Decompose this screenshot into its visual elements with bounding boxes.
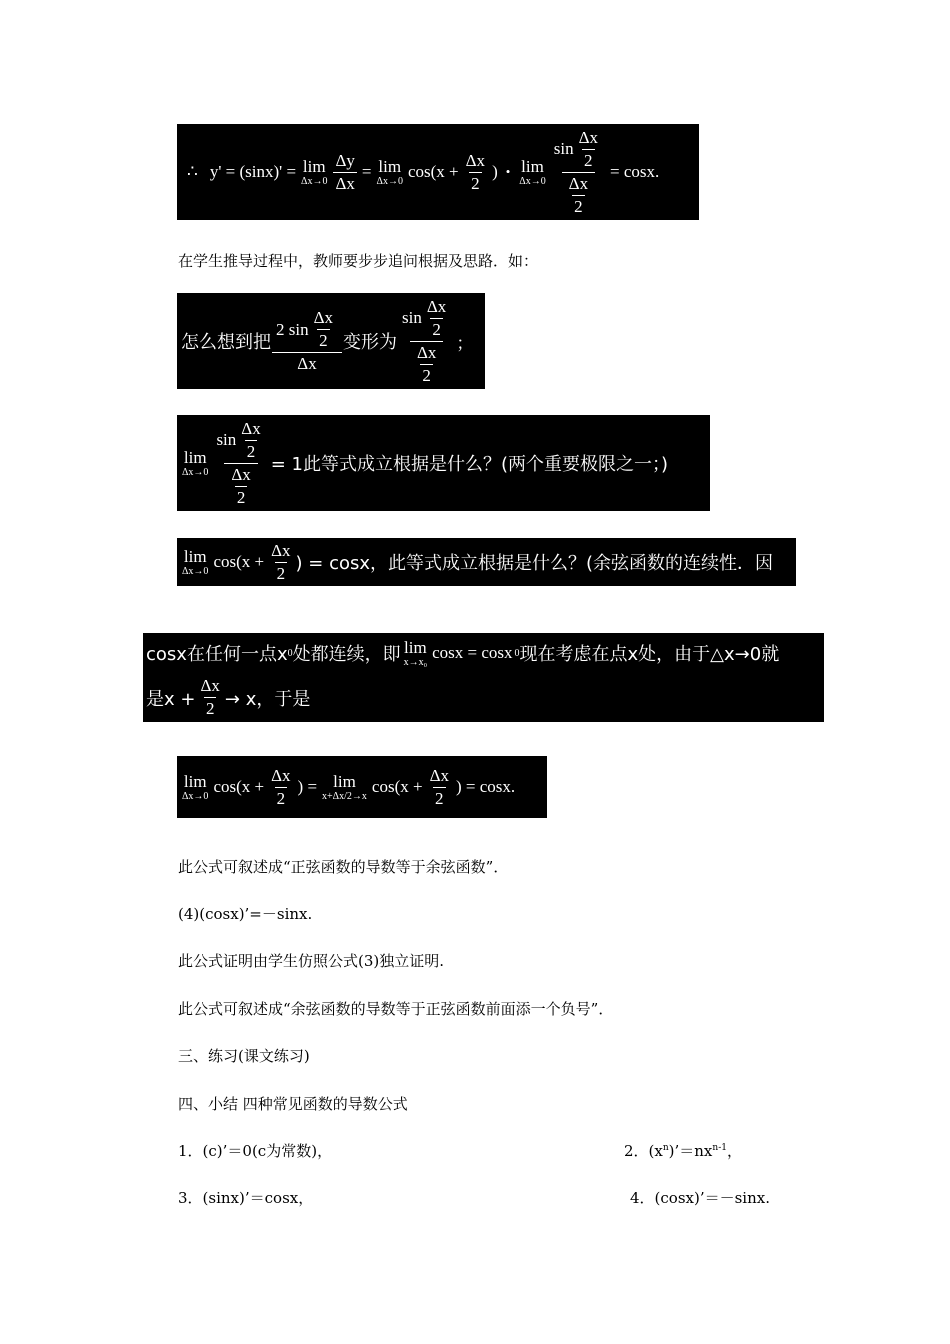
formula-important-limit [177, 415, 710, 511]
section-summary: 四、小结 四种常见函数的导数公式 [178, 1095, 408, 1113]
continuity-text-b: 处都连续，即 [292, 644, 401, 665]
continuity-text-a: cosx在任何一点x [146, 644, 288, 665]
subscript-zero: 0 [514, 647, 520, 659]
question-text: ) = cosx，此等式成立根据是什么？(余弦函数的连续性．因 [295, 553, 774, 574]
formula-continuity-explanation [143, 633, 824, 722]
limit-operator: lim x→x₀ [403, 637, 428, 668]
question-mid: 变形为 [343, 332, 398, 353]
paragraph-sin-statement: 此公式可叙述成“正弦函数的导数等于余弦函数”． [178, 858, 509, 876]
continuity-text-d: 现在考虑在点x处，由于△x→0就 [519, 644, 780, 665]
subscript-zero: 0 [287, 647, 293, 659]
result-cosx: = cosx. [610, 162, 660, 181]
derivative-lhs: y' = (sinx)' = [209, 162, 297, 181]
therefore-symbol: ∴ [187, 162, 198, 181]
continuity-line2-b: → x，于是 [224, 688, 311, 710]
cos-term: cos(x + [213, 777, 265, 796]
question-prefix: 怎么想到把 [181, 332, 271, 353]
equals-sign: ) = [297, 777, 318, 796]
paragraph-intro: 在学生推导过程中，教师要步步追问根据及思路．如： [178, 252, 539, 270]
summary-item-4: 4．(cosx)’＝－sinx. [630, 1189, 770, 1207]
cos-term: cos(x + [213, 552, 265, 571]
formula-cos-continuity-question [177, 538, 796, 586]
limit-operator: lim Δx→0 [182, 447, 209, 478]
limit-operator: lim Δx→0 [519, 156, 546, 187]
limit-operator: lim Δx→0 [301, 156, 328, 187]
limit-operator-substituted: lim x+Δx/2→x [322, 771, 367, 802]
continuity-line2-a: 是x + [146, 688, 196, 710]
formula-limit-substitution [177, 756, 547, 818]
multiply-dot: • [505, 164, 511, 179]
formula-question-transform [177, 293, 485, 389]
fraction-half-dx: $\frac{\Delta x}{2}$ [465, 150, 486, 193]
fraction-2sin-over-dx: 2 sin $\frac{\Delta x}{2}$ Δx [274, 308, 340, 374]
summary-item-2: 2．$(x^n)’=nx^{n-1}$， [624, 1142, 742, 1160]
limit-operator: lim Δx→0 [182, 771, 209, 802]
result-cosx: ) = cosx. [456, 777, 516, 796]
question-text: = 1此等式成立根据是什么？(两个重要极限之一；) [270, 454, 669, 475]
fraction-half-dx: $\frac{\Delta x}{2}$ [271, 765, 291, 808]
section-practice: 三、练习(课文练习) [178, 1047, 310, 1065]
cos-term: cos(x + [407, 162, 459, 181]
cos-equation: cosx = cosx [432, 643, 513, 662]
fraction-sin-over-half: sin $\frac{\Delta x}{2}$ $\frac{\Delta x}{2}$ [402, 296, 447, 385]
paragraph-cos-derivative: (4)(cosx)’=－sinx. [178, 905, 313, 923]
equals-sign: = [361, 162, 372, 181]
fraction-sin-over-half: sin $\frac{\Delta x}{2}$ $\frac{\Delta x}{2}$ [553, 127, 599, 216]
limit-operator: lim Δx→0 [182, 546, 209, 577]
fraction-half-dx: $\frac{\Delta x}{2}$ [429, 765, 450, 808]
close-paren: ) [492, 162, 498, 181]
fraction-half-dx: $\frac{\Delta x}{2}$ [271, 540, 291, 583]
paragraph-proof-note: 此公式证明由学生仿照公式(3)独立证明. [178, 952, 445, 970]
question-suffix: ； [456, 333, 474, 354]
summary-item-3: 3．(sinx)’＝cosx， [178, 1189, 314, 1207]
fraction-dy-dx: $\frac{\Delta y}{\Delta x}$ [335, 150, 355, 193]
cos-term: cos(x + [371, 777, 423, 796]
fraction-half-dx: $\frac{\Delta x}{2}$ [200, 676, 220, 718]
paragraph-cos-statement: 此公式可叙述成“余弦函数的导数等于正弦函数前面添一个负号”． [178, 1000, 614, 1018]
fraction-sin-over-half: sin $\frac{\Delta x}{2}$ $\frac{\Delta x}{2}$ [216, 418, 261, 507]
summary-item-1: 1．(c)’＝0(c为常数)， [178, 1142, 333, 1160]
limit-operator: lim Δx→0 [376, 156, 403, 187]
formula-sin-derivative [177, 124, 699, 220]
